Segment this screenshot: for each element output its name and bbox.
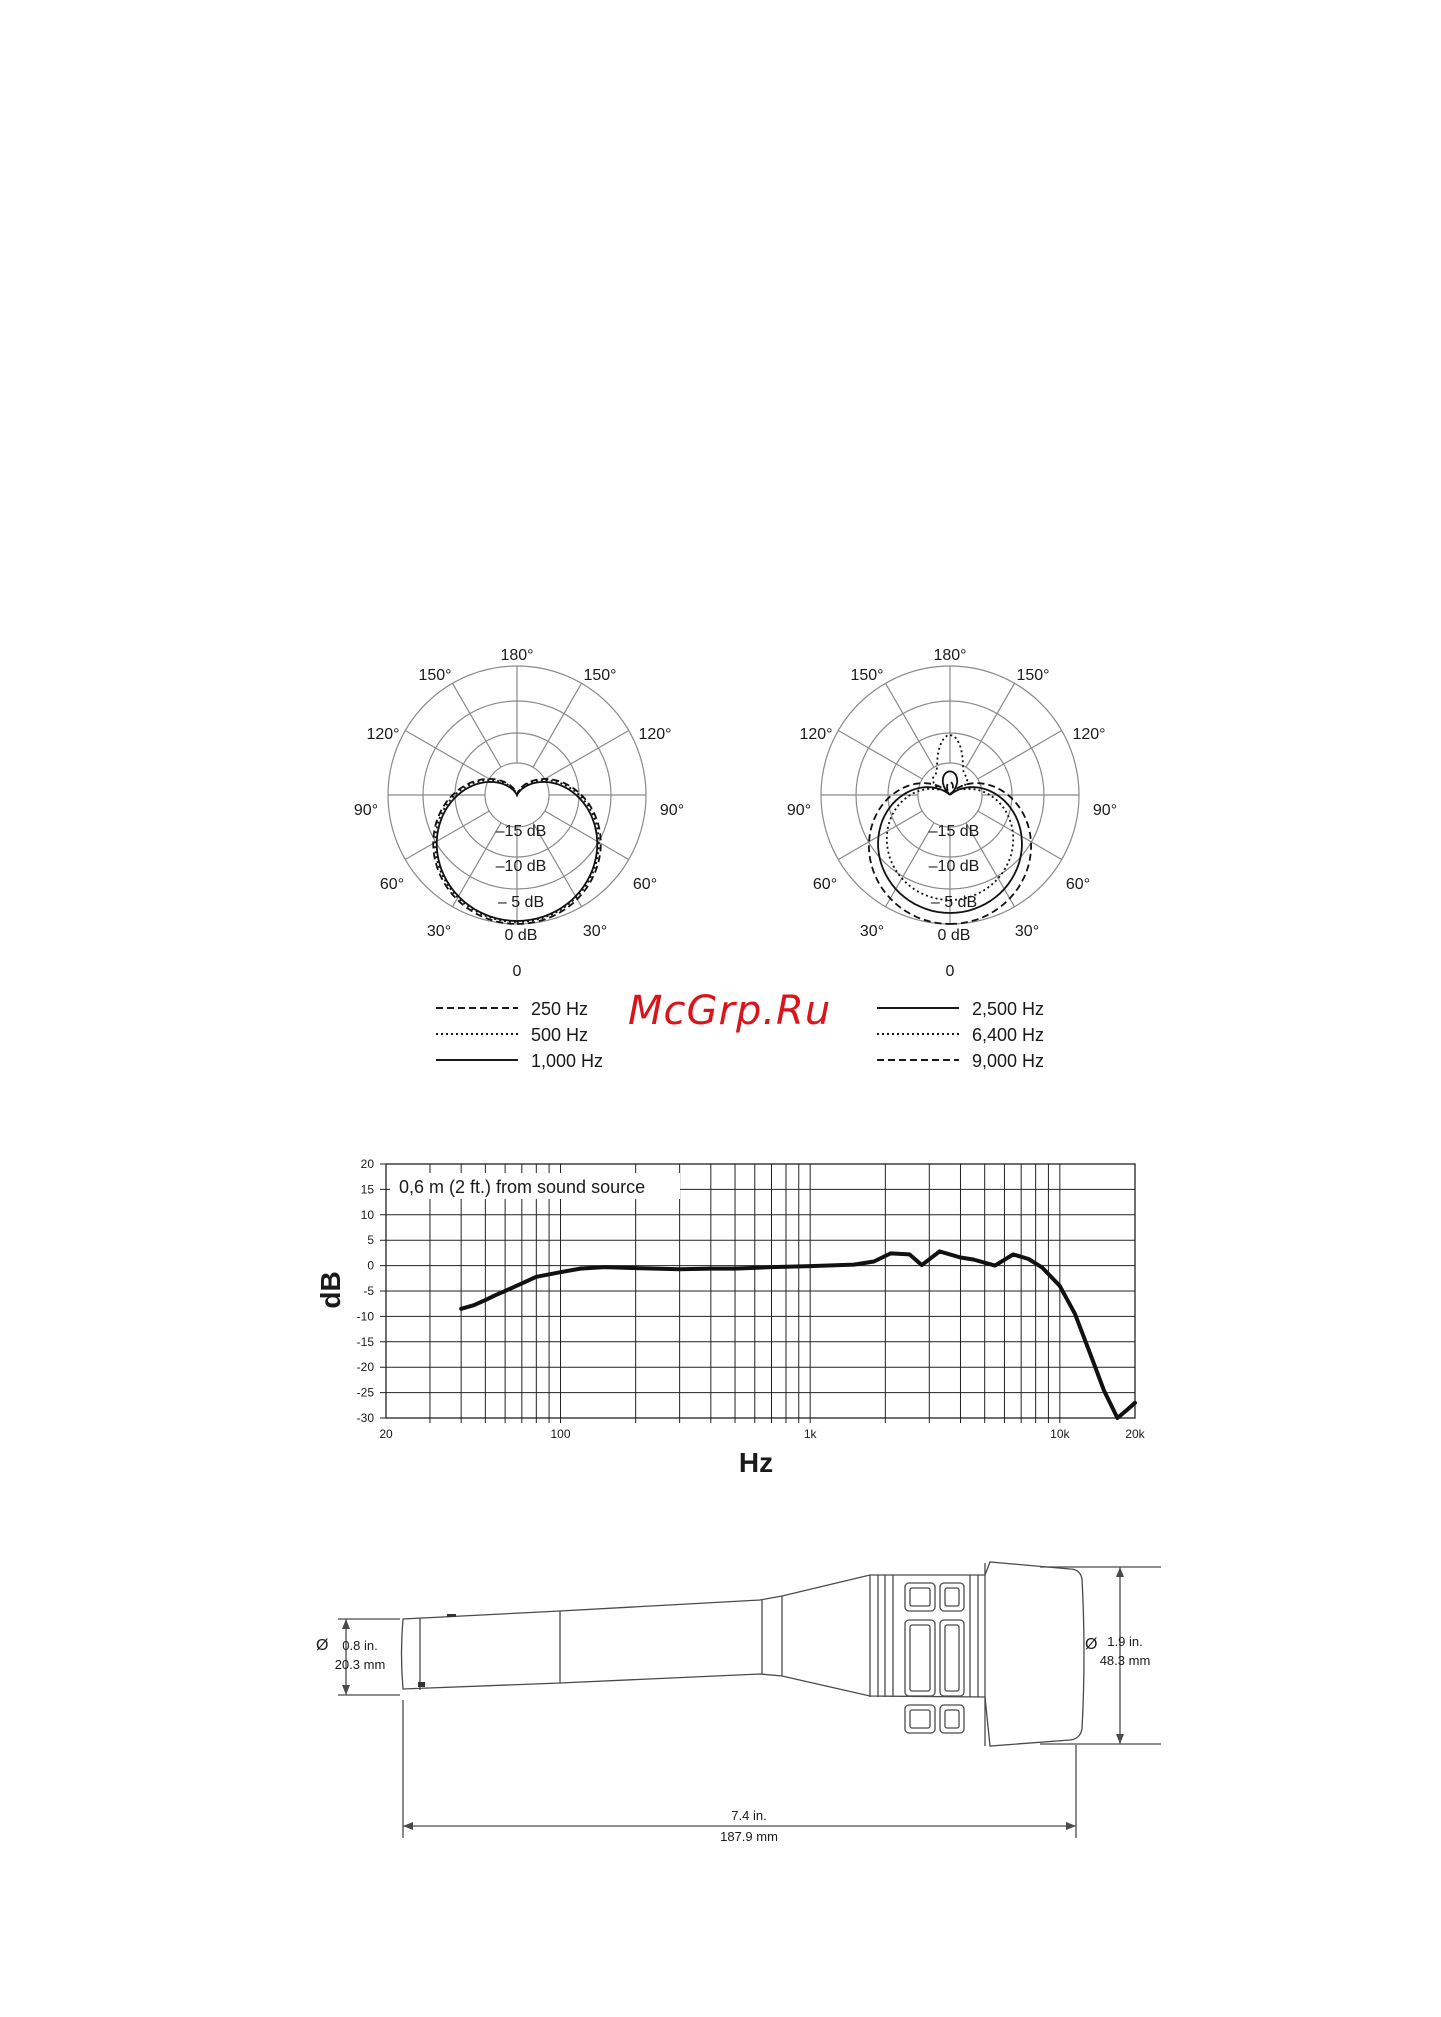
angle-label-60-right: 60° — [1065, 876, 1091, 893]
y-tick-label: 10 — [360, 1207, 374, 1222]
angle-label-30-right: 30° — [1014, 923, 1040, 940]
polar-spoke — [545, 731, 629, 780]
angle-label-90-left: 90° — [353, 802, 379, 819]
microphone-dimension-drawing — [338, 1562, 1161, 1838]
angle-label-0: 0 — [945, 963, 955, 980]
ring-label-15db: –15 dB — [495, 823, 547, 840]
angle-label-30-right: 30° — [582, 923, 608, 940]
x-tick-label: 100 — [550, 1427, 571, 1441]
angle-label-120-left: 120° — [799, 726, 833, 743]
head-diameter-mm: 48.3 mm — [1099, 1653, 1151, 1668]
legend-left — [436, 999, 603, 1071]
polar-spoke — [838, 811, 922, 860]
y-axis-label: dB — [315, 1271, 346, 1309]
frequency-response-chart — [315, 1157, 1146, 1478]
y-tick-label: 15 — [360, 1182, 374, 1197]
polar-spoke — [453, 823, 502, 907]
angle-label-0: 0 — [512, 963, 522, 980]
ring-label-0db: 0 dB — [937, 927, 971, 944]
polar-labels-left — [354, 647, 684, 980]
angle-label-90-right: 90° — [659, 802, 685, 819]
length-inches: 7.4 in. — [731, 1808, 767, 1823]
ring-label-10db: –10 dB — [495, 858, 547, 875]
polar-pattern-high-freq — [821, 666, 1079, 924]
angle-label-30-left: 30° — [426, 923, 452, 940]
polar-spoke — [453, 683, 502, 767]
polar-pattern-low-freq — [388, 666, 646, 924]
polar-spoke — [966, 683, 1015, 767]
ring-label-5db: – 5 dB — [930, 894, 978, 911]
x-tick-label: 20k — [1125, 1427, 1145, 1441]
angle-label-120-left: 120° — [366, 726, 400, 743]
ring-label-5db: – 5 dB — [497, 894, 545, 911]
chart-grid — [380, 1164, 1135, 1423]
watermark: McGrp.Ru — [628, 988, 832, 1034]
angle-label-180: 180° — [500, 647, 534, 664]
angle-label-90-right: 90° — [1092, 802, 1118, 819]
polar-spoke — [886, 823, 935, 907]
polar-spoke — [405, 811, 489, 860]
polar-labels-right — [787, 647, 1117, 980]
polar-spoke — [886, 683, 935, 767]
legend-label-2500hz: 2,500 Hz — [972, 999, 1045, 1019]
angle-label-60-left: 60° — [379, 876, 405, 893]
polar-spoke — [978, 731, 1062, 780]
legend-label-9000hz: 9,000 Hz — [972, 1051, 1045, 1071]
dimension-labels — [316, 1634, 1150, 1844]
angle-label-150-right: 150° — [1016, 667, 1050, 684]
chart-annotation: 0,6 m (2 ft.) from sound source — [399, 1177, 646, 1197]
y-tick-label: -25 — [356, 1385, 374, 1400]
polar-spoke — [405, 731, 489, 780]
y-tick-label: 20 — [360, 1157, 374, 1171]
angle-label-150-right: 150° — [583, 667, 617, 684]
y-tick-label: -30 — [356, 1411, 374, 1425]
angle-label-120-right: 120° — [638, 726, 672, 743]
x-tick-label: 1k — [803, 1427, 817, 1441]
ring-label-10db: –10 dB — [928, 858, 980, 875]
legend-label-6400hz: 6,400 Hz — [972, 1025, 1045, 1045]
microphone-body-outline — [402, 1562, 1085, 1746]
y-axis-ticks — [357, 1157, 375, 1425]
legend-label-500hz: 500 Hz — [531, 1025, 589, 1045]
angle-label-150-left: 150° — [418, 667, 452, 684]
legend-right — [877, 999, 1044, 1071]
legend-label-1000hz: 1,000 Hz — [531, 1051, 604, 1071]
polar-spoke — [838, 731, 922, 780]
y-tick-label: 5 — [367, 1233, 374, 1248]
angle-label-120-right: 120° — [1072, 726, 1106, 743]
angle-label-60-right: 60° — [632, 876, 658, 893]
angle-label-90-left: 90° — [786, 802, 812, 819]
handle-diameter-inches: 0.8 in. — [342, 1638, 378, 1653]
polar-spoke — [978, 811, 1062, 860]
polar-spoke — [545, 811, 629, 860]
diameter-symbol-head: Ø — [1085, 1636, 1098, 1653]
ring-label-0db: 0 dB — [504, 927, 538, 944]
length-mm: 187.9 mm — [720, 1829, 778, 1844]
handle-diameter-mm: 20.3 mm — [334, 1657, 386, 1672]
angle-label-60-left: 60° — [812, 876, 838, 893]
angle-label-150-left: 150° — [850, 667, 884, 684]
y-tick-label: -15 — [356, 1334, 374, 1349]
x-axis-label: Hz — [738, 1447, 774, 1478]
polar-grid — [821, 666, 1079, 924]
head-diameter-inches: 1.9 in. — [1107, 1634, 1143, 1649]
polar-ring — [918, 763, 982, 827]
angle-label-180: 180° — [933, 647, 967, 664]
y-tick-label: 0 — [367, 1258, 374, 1273]
y-tick-label: -5 — [363, 1284, 374, 1298]
y-tick-label: -20 — [356, 1360, 374, 1375]
legend-label-250hz: 250 Hz — [531, 999, 589, 1019]
y-tick-label: -10 — [356, 1309, 374, 1324]
angle-label-30-left: 30° — [859, 923, 885, 940]
diameter-symbol-handle: Ø — [316, 1637, 329, 1654]
x-tick-label: 20 — [379, 1427, 393, 1441]
x-axis-ticks — [379, 1427, 1145, 1441]
x-tick-label: 10k — [1050, 1427, 1070, 1441]
ring-label-15db: –15 dB — [928, 823, 980, 840]
polar-spoke — [533, 683, 582, 767]
